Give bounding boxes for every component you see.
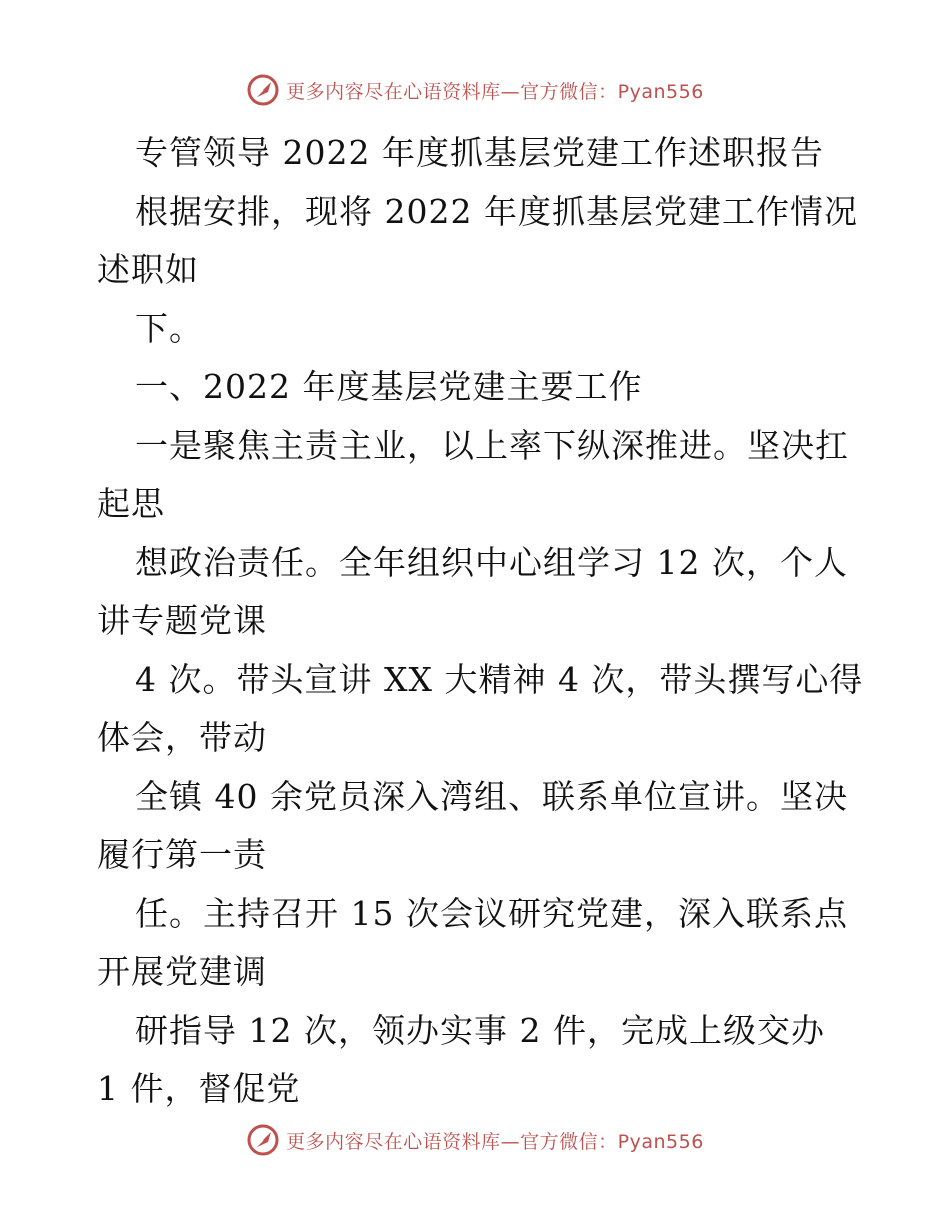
text-line: 下。 bbox=[135, 308, 203, 348]
header-banner bbox=[0, 70, 950, 110]
text-line: 述职如 bbox=[97, 250, 199, 289]
text-line: 专管领导 2022 年度抓基层党建工作述职报告 bbox=[135, 133, 824, 172]
banner-text: 更多内容尽在心语资料库—官方微信：Pyan556 bbox=[286, 1130, 704, 1153]
text-line: 全镇 40 余党员深入湾组、联系单位宣讲。坚决 bbox=[135, 776, 848, 816]
feather-pen-seal-icon bbox=[246, 1123, 280, 1157]
text-line: 体会，带动 bbox=[97, 718, 267, 757]
text-line: 一、2022 年度基层党建主要工作 bbox=[135, 367, 643, 406]
text-line: 1 件，督促党 bbox=[97, 1069, 301, 1108]
feather-pen-seal-icon bbox=[246, 73, 280, 107]
banner-text: 更多内容尽在心语资料库—官方微信：Pyan556 bbox=[286, 80, 704, 103]
text-line: 讲专题党课 bbox=[97, 601, 267, 640]
text-line: 想政治责任。全年组织中心组学习 12 次，个人 bbox=[135, 542, 848, 582]
text-line: 任。主持召开 15 次会议研究党建，深入联系点 bbox=[135, 893, 848, 933]
text-line: 履行第一责 bbox=[97, 835, 267, 874]
footer-banner bbox=[0, 1120, 950, 1160]
text-line: 研指导 12 次，领办实事 2 件，完成上级交办 bbox=[135, 1010, 825, 1050]
text-line: 根据安排，现将 2022 年度抓基层党建工作情况 bbox=[135, 191, 858, 231]
text-line: 一是聚焦主责主业，以上率下纵深推进。坚决扛 bbox=[135, 425, 849, 465]
text-line: 开展党建调 bbox=[97, 952, 267, 991]
text-line: 4 次。带头宣讲 XX 大精神 4 次，带头撰写心得 bbox=[135, 659, 864, 699]
text-line: 起思 bbox=[97, 484, 165, 523]
document-body bbox=[97, 124, 864, 1119]
